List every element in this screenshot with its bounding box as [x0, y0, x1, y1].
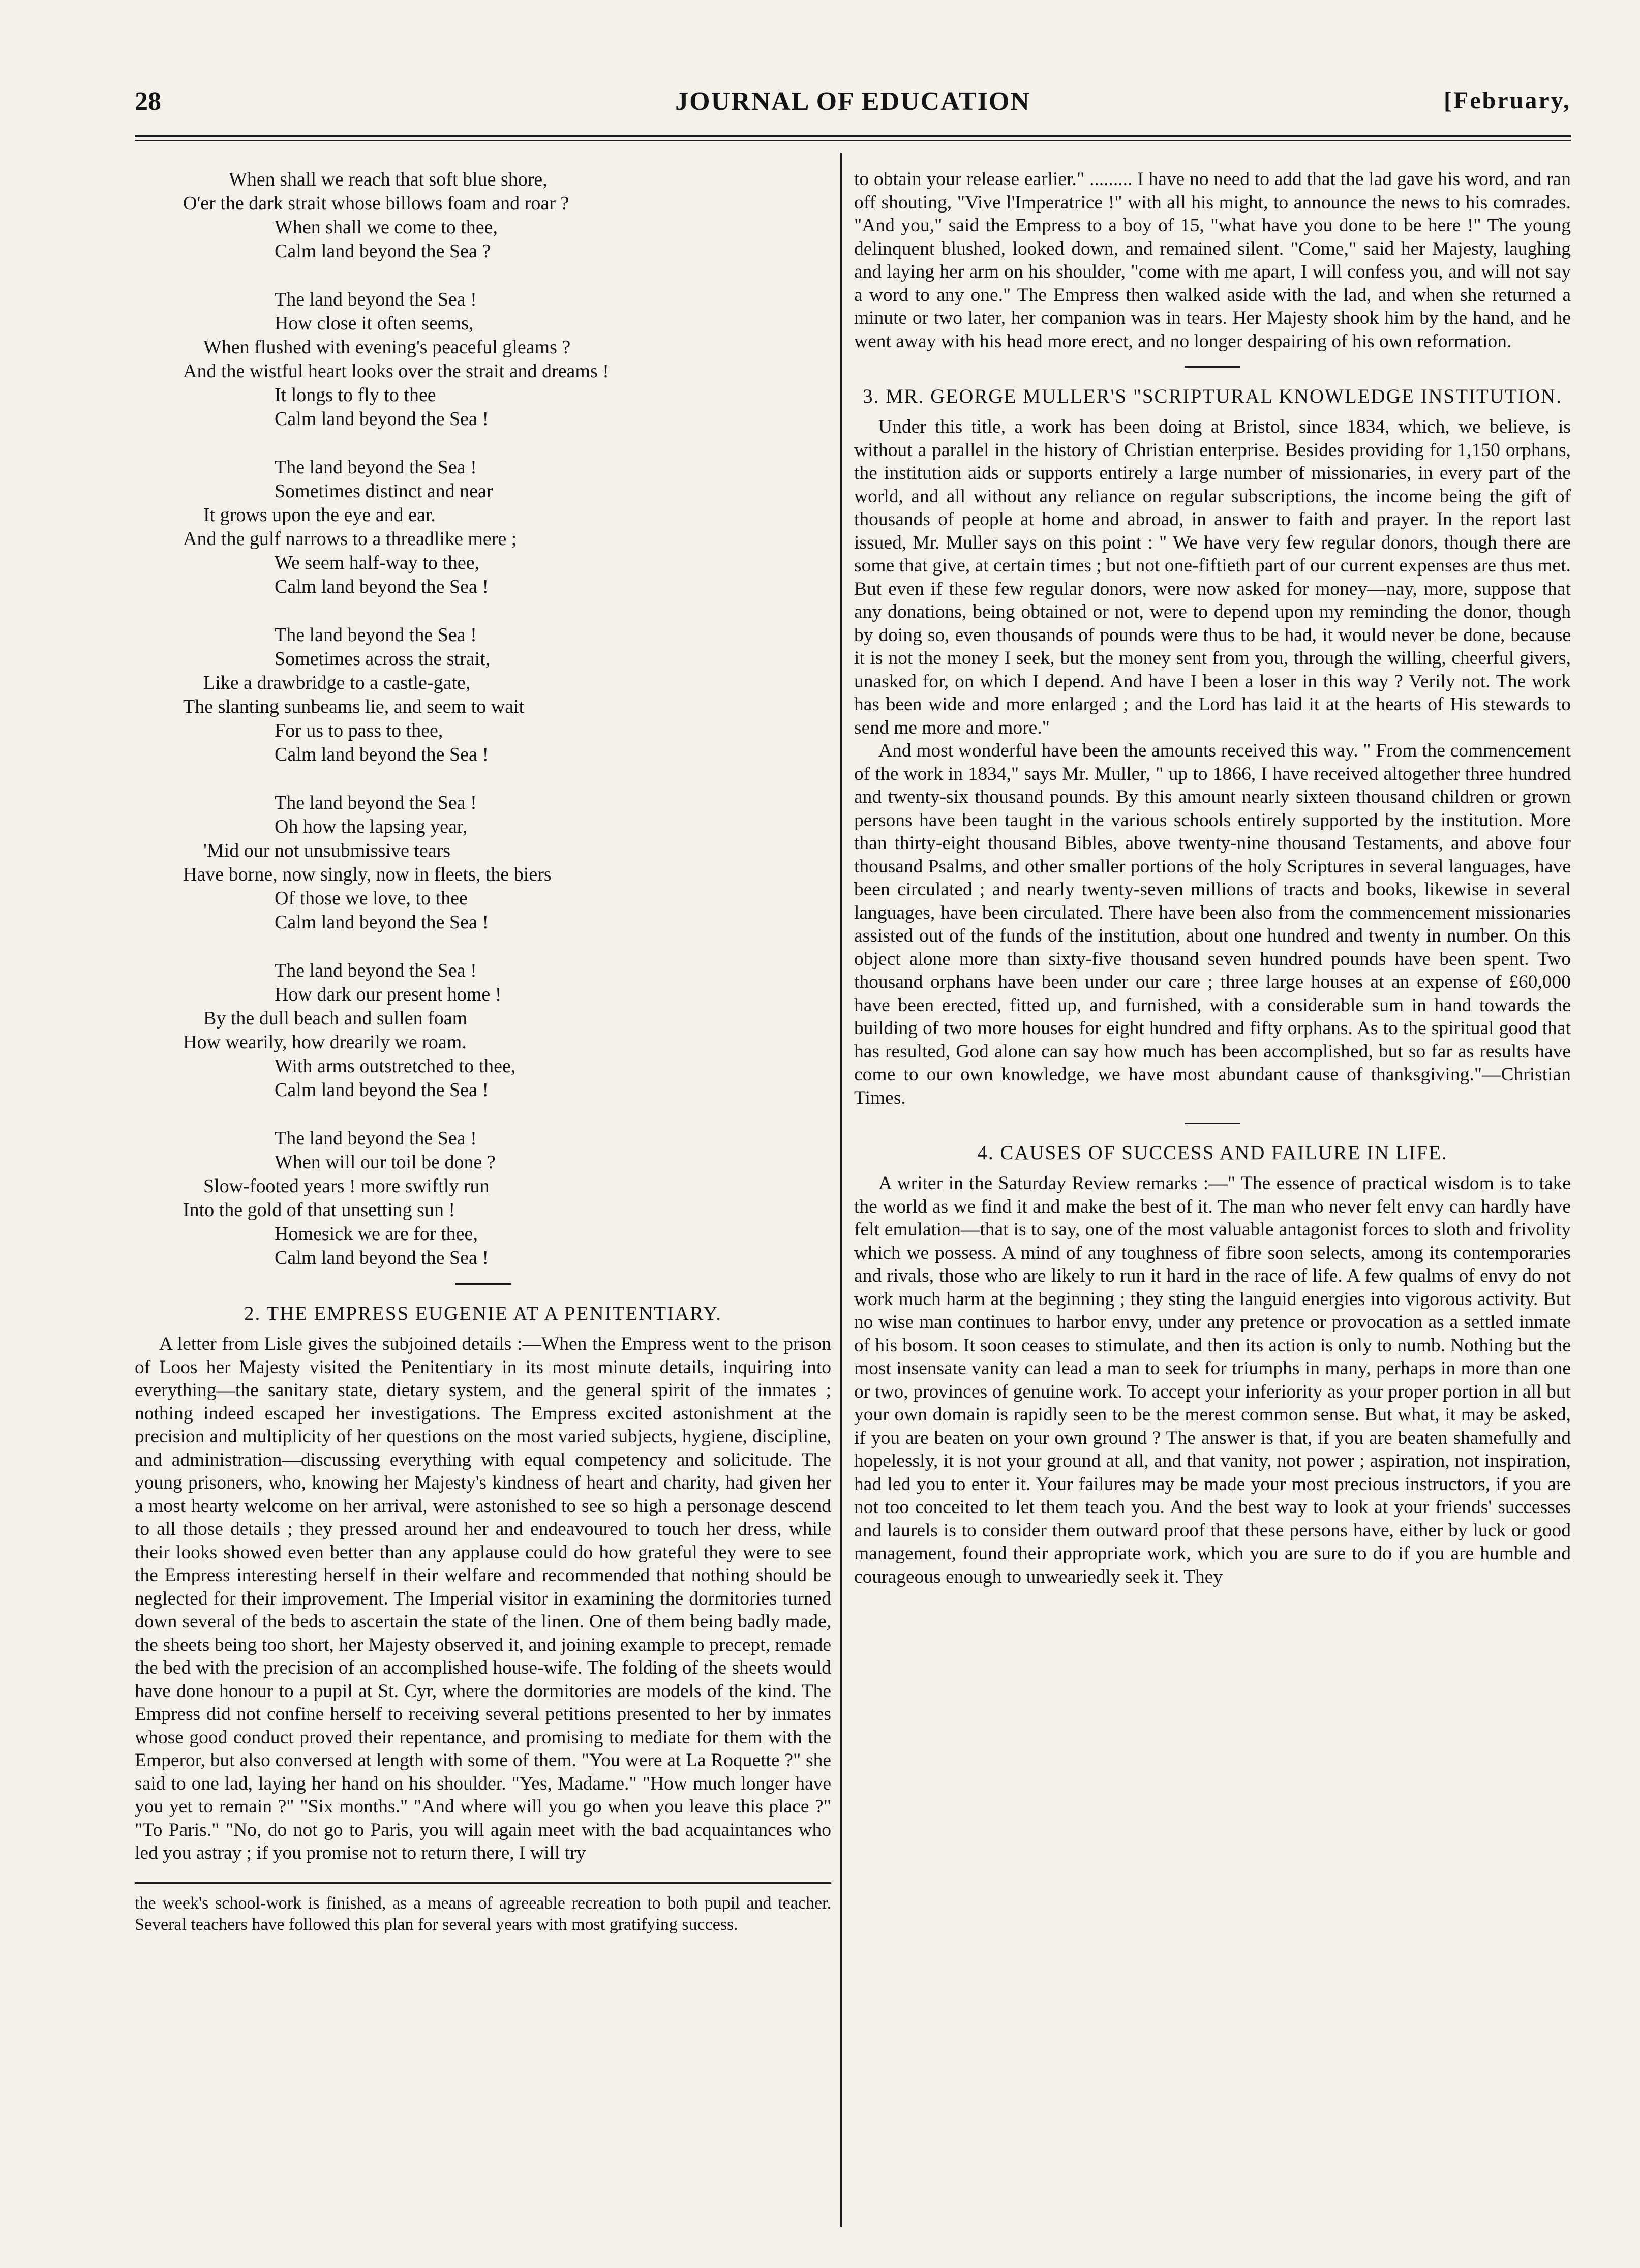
poem-line: Calm land beyond the Sea !	[275, 408, 489, 430]
poem-line: Sometimes distinct and near	[275, 480, 493, 502]
poem-line: Calm land beyond the Sea !	[275, 576, 489, 597]
poem-line: Homesick we are for thee,	[275, 1223, 478, 1245]
poem-line: How wearily, how drearily we roam.	[183, 1032, 467, 1053]
poem-line: It longs to fly to thee	[275, 384, 436, 406]
poem	[135, 168, 831, 1270]
poem-stanza	[135, 959, 831, 1102]
section-separator	[455, 1283, 511, 1285]
poem-line: The land beyond the Sea !	[275, 960, 477, 981]
poem-line: The land beyond the Sea !	[275, 289, 477, 310]
poem-line: We seem half-way to thee,	[275, 552, 480, 573]
poem-line: Oh how the lapsing year,	[275, 816, 468, 837]
header-rule-thin	[135, 140, 1571, 141]
issue-month: [February,	[1444, 87, 1571, 114]
poem-line: With arms outstretched to thee,	[275, 1055, 516, 1077]
poem-line: By the dull beach and sullen foam	[203, 1008, 468, 1029]
footnote-text: the week's school-work is finished, as a means of agreeable recreation to both pupil and teacher. Several teachers have followed this plan for several years with most gratifying success.	[135, 1893, 831, 1934]
poem-line: Calm land beyond the Sea !	[275, 744, 489, 765]
poem-stanza	[135, 791, 831, 934]
poem-line: Calm land beyond the Sea ?	[275, 240, 491, 262]
poem-line: Of those we love, to thee	[275, 888, 468, 909]
poem-line: When will our toil be done ?	[275, 1152, 496, 1173]
poem-line: When shall we reach that soft blue shore,	[229, 169, 548, 190]
poem-line: Calm land beyond the Sea !	[275, 1079, 489, 1101]
header-rule	[135, 135, 1571, 137]
poem-line: And the wistful heart looks over the strait and dreams !	[183, 360, 609, 382]
section-heading-muller: 3. MR. GEORGE MULLER'S "SCRIPTURAL KNOWLEDGE INSTITUTION.	[863, 385, 1562, 407]
section-body-empress-continued: to obtain your release earlier." ......... I have no need to add that the lad gave his word, and ran off shouting, "Vive l'Imperatrice !" with all his might, to announce the news to his comrades. "And you," said the Empress to a boy of 15, "what have you done to be here !" The young delinquent blushed, looked down, and remained silent. "Come," said her Majesty, laughing and laying her arm on his shoulder, "come with me apart, I will confess you, and will not say a word to any one." The Empress then walked aside with the lad, and when she returned a minute or two later, her companion was in tears. Her Majesty shook him by the hand, and he went away with his head more erect, and no longer despairing of his own reformation.	[854, 169, 1571, 352]
section-separator	[1185, 1123, 1240, 1124]
poem-line: The land beyond the Sea !	[275, 1128, 477, 1149]
poem-line: 'Mid our not unsubmissive tears	[203, 840, 451, 861]
poem-line: When flushed with evening's peaceful gleams ?	[203, 337, 571, 358]
section-heading-success: 4. CAUSES OF SUCCESS AND FAILURE IN LIFE.	[977, 1142, 1448, 1164]
left-column	[135, 168, 831, 1936]
poem-line: How dark our present home !	[275, 984, 502, 1005]
poem-line: Like a drawbridge to a castle-gate,	[203, 672, 471, 693]
poem-line: And the gulf narrows to a threadlike mere ;	[183, 528, 517, 550]
poem-line: Into the gold of that unsetting sun !	[183, 1199, 455, 1221]
poem-line: O'er the dark strait whose billows foam and roar ?	[183, 193, 569, 214]
section-body-muller-2: And most wonderful have been the amounts received this way. " From the commencement of the work in 1834," says Mr. Muller, " up to 1866, I have received altogether three hundred and twenty-six thousand pounds. By this amount nearly sixteen thousand children or grown persons have been taught in the various schools entirely supported by the institution. More than thirty-eight thousand Bibles, above twenty-nine thousand Testaments, and above four thousand Psalms, and other smaller portions of the holy Scriptures in several languages, have been circulated ; and nearly twenty-seven millions of tracts and books, likewise in several languages, have been circulated. There have been also from the commencement missionaries assisted out of the funds of the institution, about one hundred and twenty in number. On this object alone more than sixty-five thousand seven hundred pounds have been spent. Two thousand orphans have been under our care ; three large houses at an expense of £60,000 have been erected, fitted up, and furnished, with a considerable sum in hand towards the building of two more houses for eight hundred and fifty orphans. As to the spiritual good that has resulted, God alone can say how much has been accomplished, but so far as results have come to our own knowledge, we have most abundant cause of thanksgiving."—Christian Times.	[854, 740, 1571, 1108]
poem-line: Calm land beyond the Sea !	[275, 912, 489, 933]
poem-line: The land beyond the Sea !	[275, 624, 477, 646]
page-number: 28	[135, 87, 161, 116]
section-body-muller-1: Under this title, a work has been doing at Bristol, since 1834, which, we believe, is without a parallel in the history of Christian enterprise. Besides providing for 1,150 orphans, the institution aids or supports entirely a large number of missionaries, in every part of the world, and all without any reliance on regular subscriptions, the income being the gift of thousands of people at home and abroad, in answer to faith and prayer. In the report last issued, Mr. Muller says on this point : " We have very few regular donors, though there are some that give, at certain times ; but not one-fiftieth part of our current expenses are thus met. But even if these few regular donors, were now asked for money—nay, more, suppose that any donations, being obtained or not, were to depend upon my reminding the donor, though by doing so, even thousands of pounds were thus to be had, it would never be done, because it is not the money I seek, but the money sent from you, through the willing, cheerful givers, unasked for, on which I depend. And have I been a loser in this way ? Verily not. The work has been wide and more enlarged ; and the Lord has laid it at the hearts of His stewards to send me more and more."	[854, 416, 1571, 738]
footnote-rule	[135, 1882, 831, 1884]
poem-stanza	[135, 288, 831, 431]
poem-line: Calm land beyond the Sea !	[275, 1247, 489, 1268]
poem-stanza	[135, 623, 831, 767]
poem-line: It grows upon the eye and ear.	[203, 504, 436, 526]
poem-line: Sometimes across the strait,	[275, 648, 491, 670]
journal-title: JOURNAL OF EDUCATION	[675, 87, 1030, 116]
poem-line: Have borne, now singly, now in fleets, the biers	[183, 864, 552, 885]
right-column	[854, 168, 1571, 1588]
poem-line: Slow-footed years ! more swiftly run	[203, 1175, 490, 1197]
poem-line: How close it often seems,	[275, 313, 474, 334]
poem-line: For us to pass to thee,	[275, 720, 443, 741]
section-body-empress: A letter from Lisle gives the subjoined details :—When the Empress went to the prison of Loos her Majesty visited the Penitentiary in its most minute details, inquiring into everything—the sanitary state, dietary system, and the general spirit of the inmates ; nothing indeed escaped her investigations. The Empress excited astonishment at the precision and multiplicity of her questions on the most varied subjects, hygiene, discipline, and administration—discussing everything with equal competency and solicitude. The young prisoners, who, knowing her Majesty's kindness of heart and charity, had given her a most hearty welcome on her arrival, were astonished to see so high a personage descend to all those details ; they pressed around her and endeavoured to touch her dress, while their looks showed even better than any applause could do how grateful they were to see the Empress interesting herself in their welfare and recommended that nothing should be neglected for their improvement. The Imperial visitor in examining the dormitories turned down several of the beds to ascertain the state of the linen. One of them being badly made, the sheets being too short, her Majesty observed it, and joining example to precept, remade the bed with the precision of an accomplished house-wife. The folding of the sheets would have done honour to a pupil at St. Cyr, where the dormitories are models of the kind. The Empress did not confine herself to receiving several petitions presented to her by inmates whose good conduct proved their repentance, and promising to mediate for them with the Emperor, but also conversed at length with some of them. "You were at La Roquette ?" she said to one lad, laying her hand on his shoulder. "Yes, Madame." "How much longer have you yet to remain ?" "Six months." "And where will you go when you leave this place ?" "To Paris." "No, do not go to Paris, you will again meet with the bad acquaintances who led you astray ; if you promise not to return there, I will try	[135, 1334, 831, 1863]
page-header	[135, 86, 1571, 132]
poem-line: The land beyond the Sea !	[275, 457, 477, 478]
poem-line: The land beyond the Sea !	[275, 792, 477, 813]
section-separator	[1185, 366, 1240, 368]
poem-line: The slanting sunbeams lie, and seem to wait	[183, 696, 525, 717]
poem-stanza	[135, 1127, 831, 1270]
poem-stanza	[135, 456, 831, 599]
poem-line: When shall we come to thee,	[275, 217, 498, 238]
column-divider	[840, 153, 842, 2227]
section-heading-empress: 2. THE EMPRESS EUGENIE AT A PENITENTIARY.	[244, 1303, 722, 1324]
section-body-success: A writer in the Saturday Review remarks :—" The essence of practical wisdom is to take the world as we find it and make the best of it. The man who never felt envy can hardly have felt emulation—that is to say, one of the most valuable antagonist forces to sloth and frivolity which we possess. A mind of any toughness of fibre soon selects, among its contemporaries and rivals, those who are likely to run it hard in the race of life. A few qualms of envy do not work much harm at the beginning ; they sting the languid energies into vigorous activity. But no wise man continues to harbor envy, under any pretence or provocation as a settled inmate of his bosom. It soon ceases to stimulate, and then its action is only to numb. Nothing but the most insensate vanity can lead a man to seek for triumphs in many, perhaps in more than one or two, provinces of genuine work. To accept your inferiority as your proper portion in all but your own domain is rapidly seen to be the merest common sense. But what, it may be asked, if you are beaten on your own ground ? The answer is that, if you are beaten shamefully and hopelessly, it is not your ground at all, and that vanity, not power ; aspiration, not inspiration, had led you to enter it. Your failures may be made your most precious instructors, if you are not too conceited to let them teach you. And the best way to look at your friends' successes and laurels is to consider them outward proof that these persons have, either by luck or good management, found their appropriate work, which you are sure to do if you are humble and courageous enough to unweariedly seek it. They	[854, 1173, 1571, 1587]
poem-stanza	[135, 168, 831, 263]
